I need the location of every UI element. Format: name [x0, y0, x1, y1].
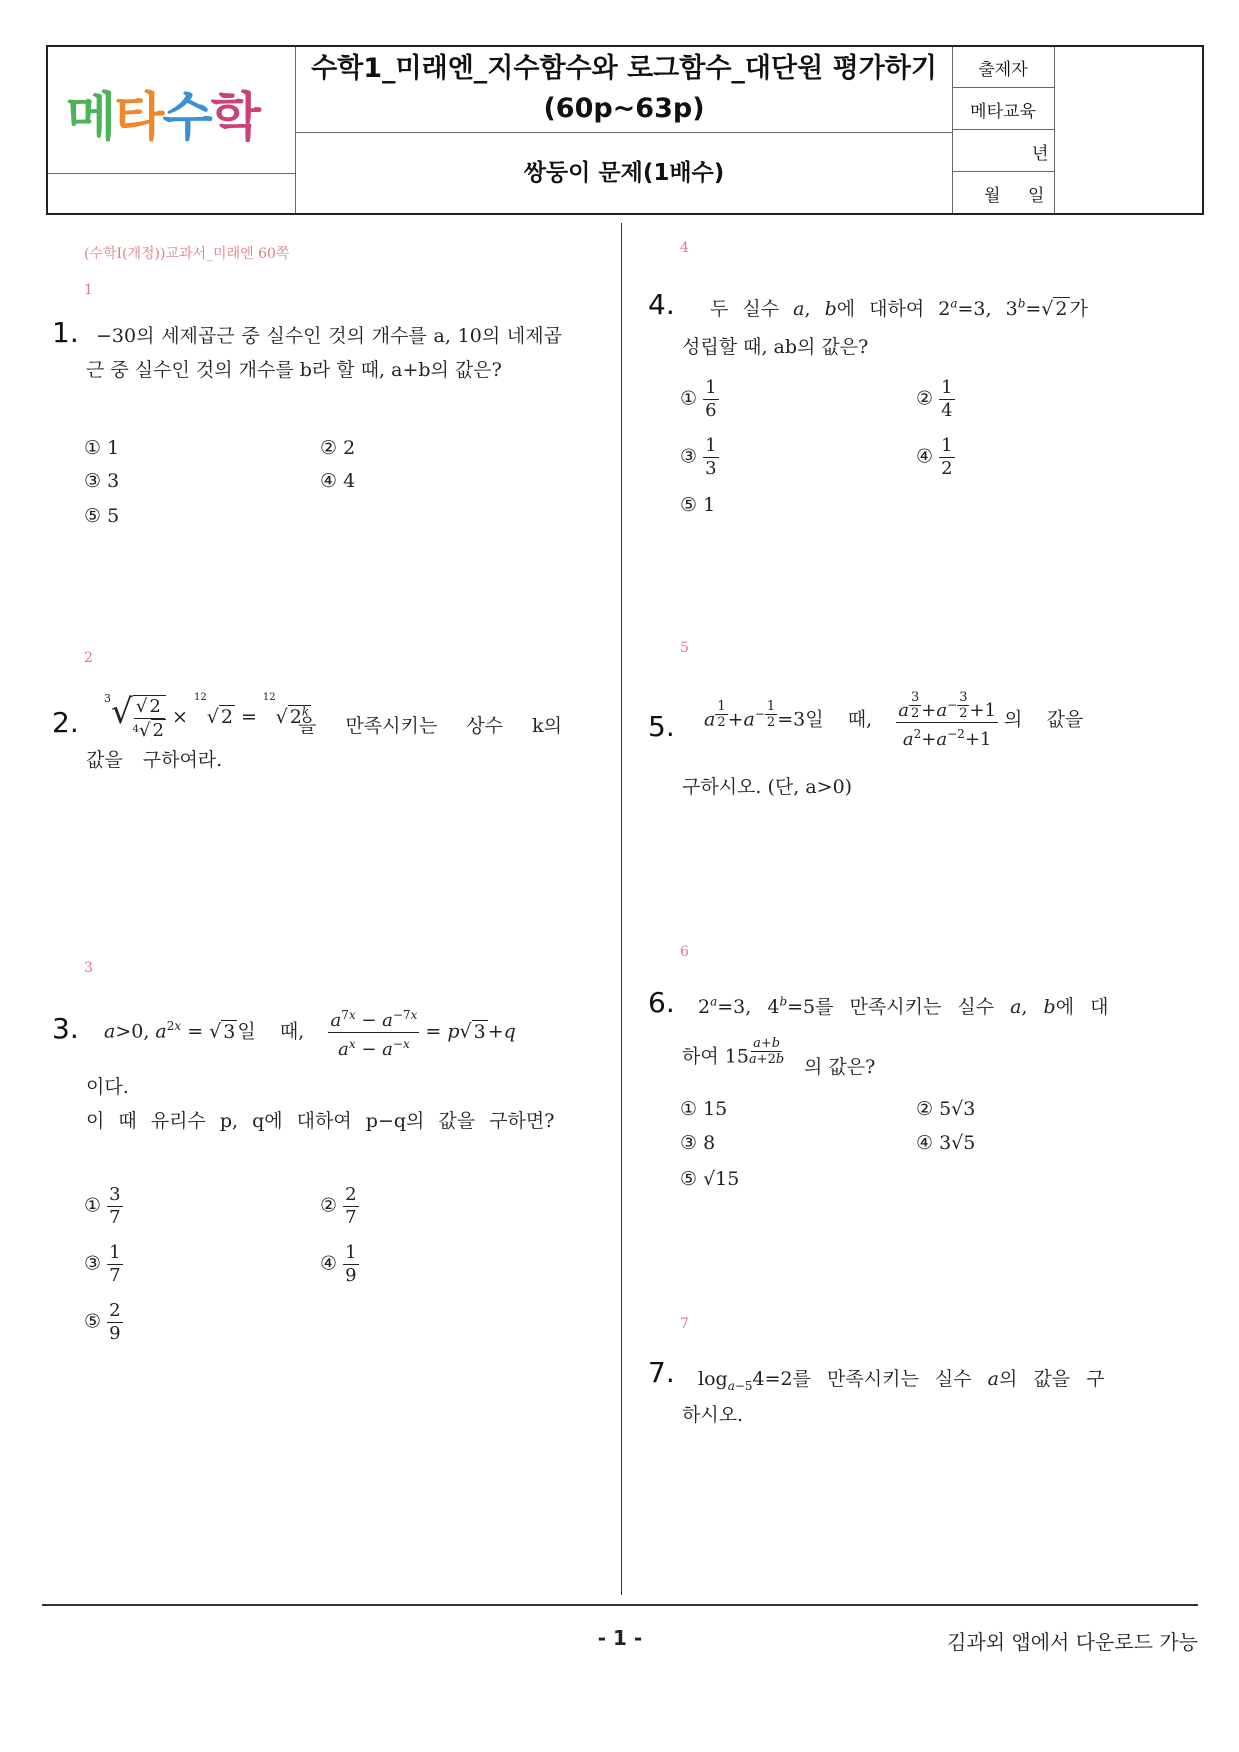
- option[interactable]: ② 5√3: [916, 1098, 976, 1120]
- page-number: - 1 -: [597, 1626, 643, 1650]
- equation: a>0, $a^{2x}$ = √ 3 일 때, $\frac{a^{7x} - a^{-7x}}{a^x - a^{-x}}$ = p√ 3 +q: [104, 1004, 516, 1061]
- option[interactable]: ① 1: [84, 437, 120, 459]
- page-title: 수학1_미래엔_지수함수와 로그함수_대단원 평가하기: [311, 53, 937, 84]
- problem-text: 하시오.: [682, 1404, 744, 1426]
- problem-ref: 4: [680, 240, 689, 256]
- problem-text: 의 값은?: [804, 1056, 876, 1078]
- option[interactable]: ③ 3: [84, 470, 120, 492]
- footer-rule: [42, 1604, 1198, 1606]
- option[interactable]: ④ 3√5: [916, 1132, 976, 1154]
- problem-text: 구하시오. (단, a>0): [682, 776, 853, 798]
- problem-text: 성립할 때, ab의 값은?: [682, 336, 869, 358]
- option[interactable]: ⑤ 5: [84, 505, 120, 527]
- problem-text: −30의 세제곱근 중 실수인 것의 개수를 a, 10의 네제곱근 중 실수인 것의 개수를 b라 할 때, a+b의 값은?: [86, 325, 562, 381]
- day-label: 일: [1028, 186, 1045, 206]
- option[interactable]: ④ 4: [320, 470, 356, 492]
- problem-number: 6.: [648, 986, 675, 1019]
- problem-text: 이 때 유리수 p, q에 대하여 p−q의 값을 구하면?: [86, 1110, 555, 1132]
- option[interactable]: ③ $\frac{1}{7}$: [84, 1242, 121, 1286]
- option[interactable]: ② 2: [320, 437, 356, 459]
- source-line: (수학I(개정))교과서_미래엔 60쪽: [84, 246, 290, 262]
- option[interactable]: ④ $\frac{1}{2}$: [916, 435, 953, 479]
- problem-ref: 5: [680, 640, 689, 656]
- equation: $^3$√ $\frac{√ 2}{^4√ 2}$ × $^{12}$√ 2 = $^{12}$√ 2$^k$: [104, 692, 310, 741]
- problem-ref: 3: [84, 960, 93, 976]
- option[interactable]: ④ $\frac{1}{9}$: [320, 1242, 357, 1286]
- year-label: 년: [1032, 144, 1049, 164]
- page-subtitle: 쌍둥이 문제(1배수): [523, 160, 725, 186]
- problem-ref: 1: [84, 282, 93, 298]
- option[interactable]: ⑤ 1: [680, 494, 716, 516]
- problem-text: 을 만족시키는 상수 k의 값을 구하여라.: [86, 715, 562, 771]
- problem-number: 4.: [648, 288, 675, 321]
- logo: 메타수학: [66, 88, 259, 148]
- month-label: 월: [984, 186, 1001, 206]
- column-divider: [621, 223, 622, 1595]
- option[interactable]: ① $\frac{1}{6}$: [680, 377, 717, 421]
- equation: 하여 15 $^{\frac{a+b}{a+2b}}$: [682, 1036, 785, 1068]
- problem-number: 3.: [52, 1012, 79, 1045]
- option[interactable]: ② $\frac{2}{7}$: [320, 1184, 357, 1228]
- equation: a $^{\frac{1}{2}}$ $+a^{- \frac{1}{2}}$ =3일 때, a $^{\frac{3}{2}}$ $+a^{- \frac{3}{2}}$ +1 $a^2+a^{-2}+1$ 의 값을: [704, 690, 1084, 750]
- author-value: 메타교육: [970, 102, 1036, 122]
- problem-number: 1.: [52, 316, 79, 349]
- equation: 두 실수 a, b에 대하여 $2^a=3$, $3^b=√$ 2 가: [710, 296, 1088, 320]
- problem-number: 5.: [648, 710, 675, 743]
- problem-ref: 2: [84, 650, 93, 666]
- option[interactable]: ③ $\frac{1}{3}$: [680, 435, 717, 479]
- equation: $2^a=3$, $4^b=5$를 만족시키는 실수 a, b에 대: [698, 994, 1109, 1018]
- option[interactable]: ③ 8: [680, 1132, 716, 1154]
- option[interactable]: ① 15: [680, 1098, 728, 1120]
- page-title-pages: (60p~63p): [543, 93, 705, 124]
- header-box: [46, 45, 1204, 215]
- problem-ref: 6: [680, 944, 689, 960]
- problem-number: 7.: [648, 1356, 675, 1389]
- problem-text: 이다.: [86, 1076, 129, 1098]
- option[interactable]: ⑤ $\frac{2}{9}$: [84, 1300, 121, 1344]
- option[interactable]: ⑤ √15: [680, 1168, 740, 1190]
- option[interactable]: ② $\frac{1}{4}$: [916, 377, 953, 421]
- download-note: 김과외 앱에서 다운로드 가능: [947, 1630, 1198, 1654]
- equation: $\log_{a-5}4=2$를 만족시키는 실수 a의 값을 구: [698, 1368, 1105, 1393]
- problem-number: 2.: [52, 706, 79, 739]
- author-label: 출제자: [978, 60, 1028, 80]
- problem-ref: 7: [680, 1316, 689, 1332]
- option[interactable]: ① $\frac{3}{7}$: [84, 1184, 121, 1228]
